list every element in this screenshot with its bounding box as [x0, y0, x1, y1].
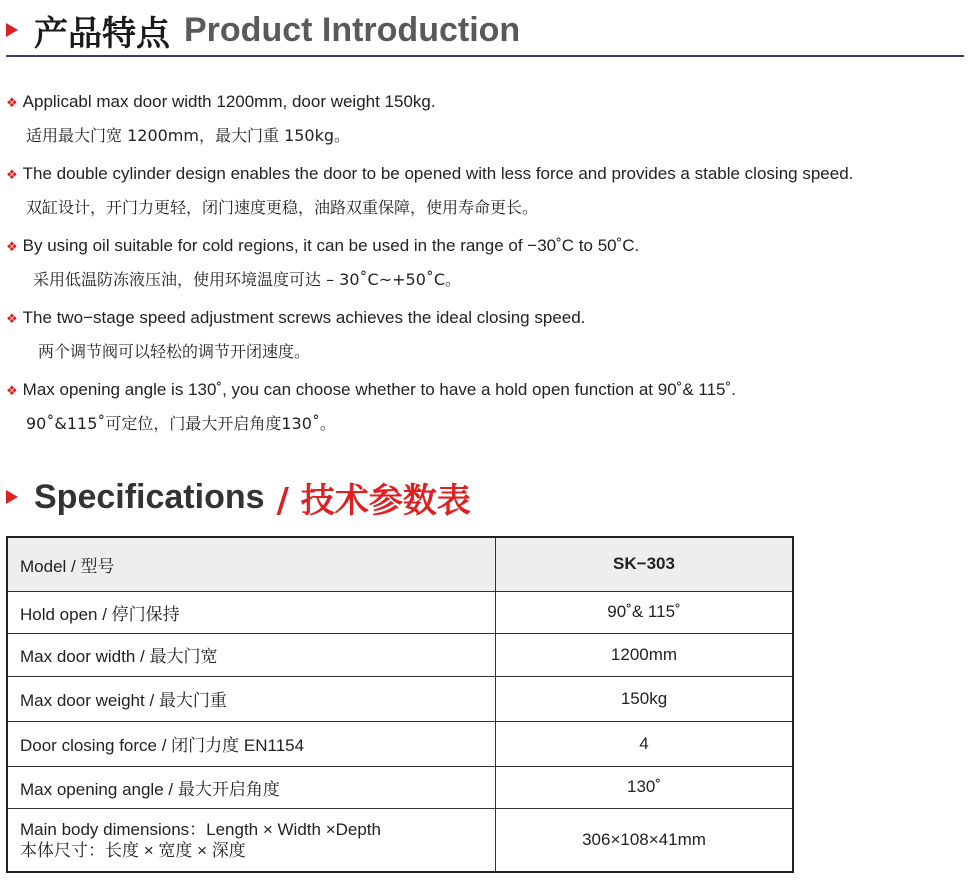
specs-title-en: Specifications: [34, 477, 265, 516]
feature-item: [6, 302, 966, 374]
red-arrow-icon: [6, 23, 18, 37]
feature-item: [6, 86, 966, 158]
row-value: 150kg: [496, 676, 794, 721]
spec-table: [6, 536, 794, 873]
table-row: [7, 591, 793, 633]
table-row: [7, 721, 793, 766]
row-value: 4: [496, 721, 794, 766]
model-label: Model / 型号: [7, 537, 496, 591]
feature-text-en: Applicabl max door width 1200mm, door weight 150kg.: [22, 92, 436, 111]
feature-item: [6, 230, 966, 302]
feature-text-cn: 双缸设计，开门力更轻，闭门速度更稳，油路双重保障，使用寿命更长。: [26, 198, 539, 217]
feature-item: [6, 374, 966, 446]
diamond-bullet-icon: ❖: [6, 96, 18, 111]
diamond-bullet-icon: ❖: [6, 312, 18, 327]
feature-text-en: By using oil suitable for cold regions, it can be used in the range of −30˚C to 50˚C.: [22, 236, 640, 255]
dimensions-label-en: Main body dimensions：Length × Width ×Depth: [20, 819, 381, 839]
feature-text-cn: 90˚&115˚可定位，门最大开启角度130˚。: [26, 414, 336, 433]
row-value: 1200mm: [496, 633, 794, 676]
feature-item: [6, 158, 966, 230]
dimensions-value: 306×108×41mm: [496, 808, 794, 872]
feature-text-cn: 适用最大门宽 1200mm，最大门重 150kg。: [26, 126, 351, 145]
diamond-bullet-icon: ❖: [6, 168, 18, 183]
row-label: Door closing force / 闭门力度 EN1154: [7, 721, 496, 766]
table-header-row: [7, 537, 793, 591]
red-arrow-icon: [6, 490, 18, 504]
feature-text-en: Max opening angle is 130˚, you can choose whether to have a hold open function at 90˚& 115˚.: [22, 380, 736, 399]
model-value: SK−303: [496, 537, 794, 591]
row-label: Max door weight / 最大门重: [7, 676, 496, 721]
row-label: Hold open / 停门保持: [7, 591, 496, 633]
feature-text-cn: 两个调节阀可以轻松的调节开闭速度。: [38, 342, 311, 361]
intro-heading: [6, 8, 520, 52]
row-value: 90˚& 115˚: [496, 591, 794, 633]
diamond-bullet-icon: ❖: [6, 384, 18, 399]
table-row: [7, 633, 793, 676]
row-value: 130˚: [496, 766, 794, 808]
intro-title-cn: 产品特点: [34, 13, 170, 54]
feature-list: [6, 86, 966, 446]
feature-text-en: The two−stage speed adjustment screws achieves the ideal closing speed.: [22, 308, 586, 327]
feature-text-en: The double cylinder design enables the door to be opened with less force and provides a stable closing speed.: [22, 164, 854, 183]
specs-heading: [6, 474, 471, 520]
feature-text-cn: 采用低温防冻液压油，使用环境温度可达 – 30˚C~+50˚C。: [33, 270, 462, 289]
table-row: [7, 676, 793, 721]
specs-title-cn: / 技术参数表: [276, 480, 471, 521]
row-label: Max opening angle / 最大开启角度: [7, 766, 496, 808]
row-label: Max door width / 最大门宽: [7, 633, 496, 676]
dimensions-label-cn: 本体尺寸：长度 × 宽度 × 深度: [20, 840, 246, 860]
table-row-dimensions: [7, 808, 793, 872]
table-row: [7, 766, 793, 808]
diamond-bullet-icon: ❖: [6, 240, 18, 255]
heading-divider: [6, 55, 964, 57]
intro-title-en: Product Introduction: [184, 10, 521, 49]
